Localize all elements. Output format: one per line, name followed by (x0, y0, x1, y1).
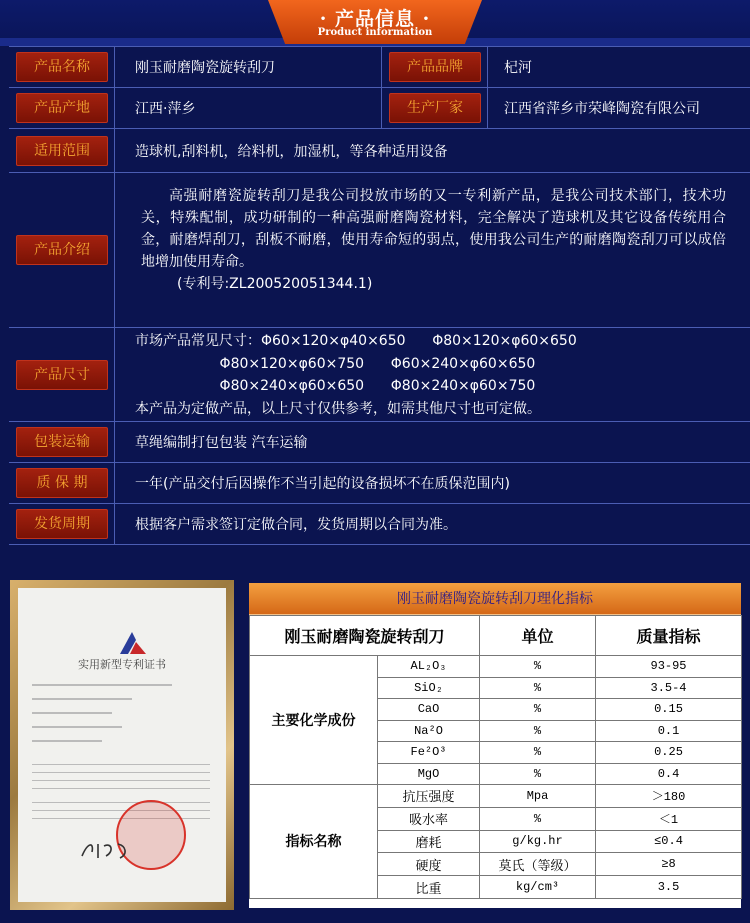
chem-unit: % (480, 677, 596, 699)
certificate-heading: 实用新型专利证书 (78, 658, 166, 671)
prop-value: ＜1 (596, 807, 742, 830)
size-line: 市场产品常见尺寸：Φ60×120×φ40×650 Φ80×120×φ60×650 (135, 333, 577, 349)
section-subtitle: Product information (317, 27, 433, 38)
intro-text: 高强耐磨瓷旋转刮刀是我公司投放市场的又一专利新产品，是我公司技术部门，技术功关，特殊配制，成功研制的一种高强耐磨陶瓷材料，完全解决了造球机及其它设备传统用合金，耐磨焊刮刀，刮板不耐磨，使用寿命短的弱点，使用我公司生产的耐磨陶瓷刮刀可以成倍地增加使用寿命。 (141, 188, 726, 270)
cert-text-line (32, 772, 210, 773)
chem-value: 93-95 (596, 656, 742, 678)
chem-value: 0.25 (596, 742, 742, 764)
header-unit: 单位 (480, 616, 596, 656)
row-size (9, 328, 750, 422)
value-delivery: 根据客户需求签订定做合同，发货周期以合同为准。 (135, 517, 457, 533)
cert-text-line (32, 788, 210, 789)
value-brand: 杞河 (504, 60, 532, 76)
label-brand: 产品品牌 (389, 52, 481, 82)
label-intro: 产品介绍 (16, 235, 108, 265)
row-delivery (9, 504, 750, 545)
prop-value: ＞180 (596, 785, 742, 808)
size-note: 本产品为定做产品，以上尺寸仅供参考，如需其他尺寸也可定做。 (135, 400, 541, 417)
chem-item: Fe²O³ (378, 742, 480, 764)
chem-item: AL₂O₃ (378, 656, 480, 678)
value-origin: 江西·萍乡 (115, 88, 382, 128)
cert-text-line (32, 726, 122, 728)
row-intro (9, 173, 750, 328)
chem-value: 0.4 (596, 763, 742, 785)
prop-unit: % (480, 807, 596, 830)
chem-item: CaO (378, 699, 480, 721)
chem-item: SiO₂ (378, 677, 480, 699)
header-product: 刚玉耐磨陶瓷旋转刮刀 (250, 616, 480, 656)
chem-item: MgO (378, 763, 480, 785)
intro-block (115, 173, 750, 327)
prop-item: 抗压强度 (378, 785, 480, 808)
cert-text-line (32, 780, 210, 781)
label-size: 产品尺寸 (16, 360, 108, 390)
cert-text-line (32, 810, 210, 811)
cert-text-line (32, 764, 210, 765)
value-scope: 造球机,刮料机，给料机，加湿机，等各种适用设备 (135, 143, 448, 160)
size-line: Φ80×120×φ60×750 Φ60×240×φ60×650 (135, 355, 536, 372)
certificate-frame (10, 580, 234, 910)
chem-unit: % (480, 699, 596, 721)
chem-unit: % (480, 656, 596, 678)
cert-text-line (32, 698, 132, 700)
spec-table (249, 615, 742, 899)
row-origin-maker (9, 88, 750, 129)
cert-text-line (32, 802, 210, 803)
chem-group-label: 主要化学成份 (250, 656, 378, 785)
product-info-table (9, 46, 750, 545)
cert-text-line (32, 712, 112, 714)
value-packaging: 草绳编制打包包装 汽车运输 (135, 435, 308, 451)
cert-text-line (32, 740, 102, 742)
table-row (250, 656, 742, 678)
prop-item: 磨耗 (378, 830, 480, 853)
prop-unit: 莫氏（等级） (480, 853, 596, 876)
patent-number: (专利号:ZL200520051344.1) (177, 276, 373, 292)
patent-logo-icon (118, 630, 148, 656)
spec-title: 刚玉耐磨陶瓷旋转刮刀理化指标 (249, 583, 741, 615)
chem-unit: % (480, 763, 596, 785)
patent-certificate-image (18, 588, 226, 902)
prop-item: 比重 (378, 876, 480, 899)
prop-item: 硬度 (378, 853, 480, 876)
section-title: · 产品信息 · (319, 8, 431, 30)
prop-item: 吸水率 (378, 807, 480, 830)
prop-group-label: 指标名称 (250, 785, 378, 899)
value-product-name: 刚玉耐磨陶瓷旋转刮刀 (115, 47, 382, 87)
chem-unit: % (480, 742, 596, 764)
size-block (115, 328, 750, 421)
value-warranty: 一年(产品交付后因操作不当引起的设备损坏不在质保范围内) (135, 476, 510, 492)
spec-table-panel (249, 583, 741, 908)
label-scope: 适用范围 (16, 136, 108, 166)
prop-unit: g/kg.hr (480, 830, 596, 853)
spec-header-row (250, 616, 742, 656)
header-quality: 质量指标 (596, 616, 742, 656)
prop-value: ≥8 (596, 853, 742, 876)
chem-value: 3.5-4 (596, 677, 742, 699)
label-delivery: 发货周期 (16, 509, 108, 539)
label-warranty: 质 保 期 (16, 468, 108, 498)
row-name-brand (9, 47, 750, 88)
value-manufacturer: 江西省萍乡市荣峰陶瓷有限公司 (504, 101, 700, 117)
cert-text-line (32, 684, 172, 686)
size-line: Φ80×240×φ60×650 Φ80×240×φ60×750 (135, 378, 536, 394)
chem-value: 0.15 (596, 699, 742, 721)
chem-value: 0.1 (596, 720, 742, 742)
row-scope (9, 129, 750, 173)
signature-icon (78, 838, 138, 862)
prop-value: ≤0.4 (596, 830, 742, 853)
label-origin: 产品产地 (16, 93, 108, 123)
prop-value: 3.5 (596, 876, 742, 899)
label-manufacturer: 生产厂家 (389, 93, 481, 123)
chem-item: Na²O (378, 720, 480, 742)
chem-unit: % (480, 720, 596, 742)
table-row (250, 785, 742, 808)
label-product-name: 产品名称 (16, 52, 108, 82)
label-packaging: 包装运输 (16, 427, 108, 457)
prop-unit: Mpa (480, 785, 596, 808)
row-warranty (9, 463, 750, 504)
prop-unit: kg/cm³ (480, 876, 596, 899)
row-packaging (9, 422, 750, 463)
